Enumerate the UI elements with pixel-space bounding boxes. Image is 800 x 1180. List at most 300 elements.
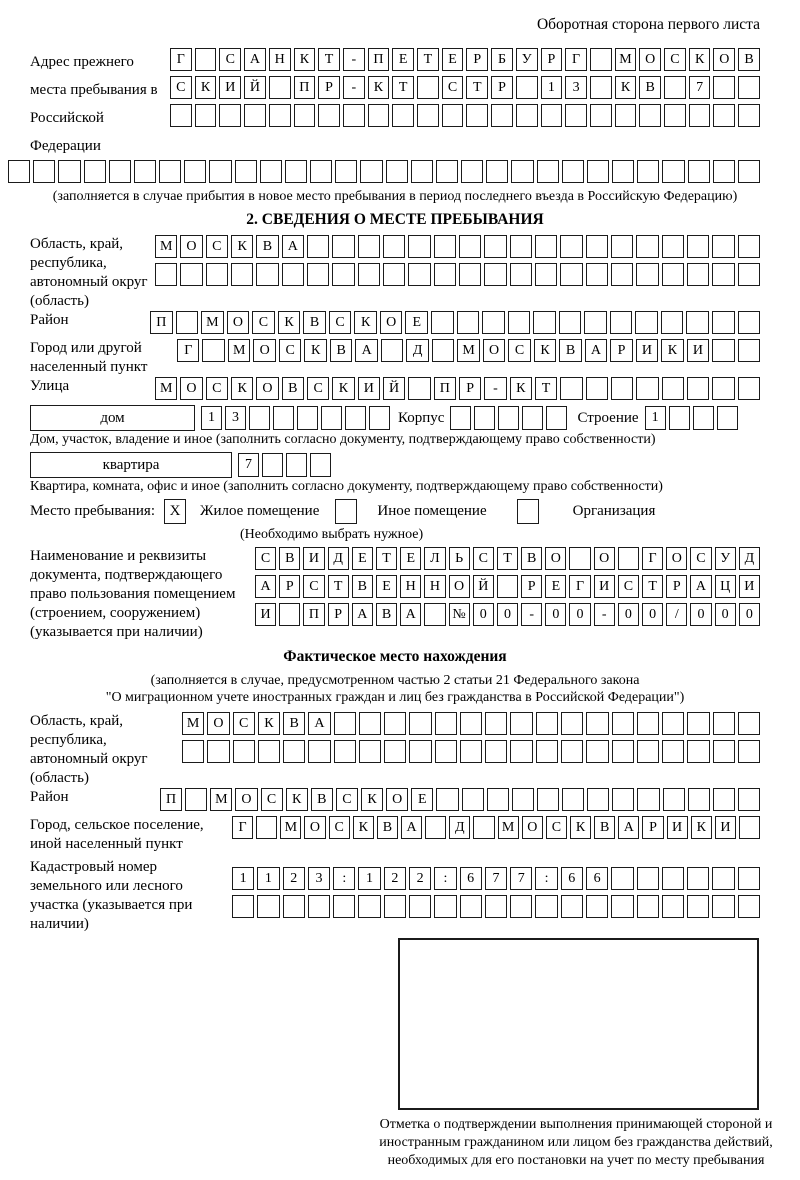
char-box[interactable]: : — [535, 867, 557, 890]
char-box[interactable] — [310, 160, 332, 183]
char-box[interactable] — [383, 263, 405, 286]
char-box[interactable] — [459, 263, 481, 286]
char-box[interactable]: О — [256, 377, 278, 400]
char-box[interactable]: И — [715, 816, 736, 839]
char-box[interactable] — [713, 160, 735, 183]
char-box[interactable]: Р — [491, 76, 513, 99]
char-box[interactable]: М — [498, 816, 519, 839]
char-box[interactable]: А — [308, 712, 330, 735]
char-box[interactable]: С — [279, 339, 301, 362]
char-box[interactable]: Т — [417, 48, 439, 71]
char-box[interactable] — [662, 740, 684, 763]
char-box[interactable] — [332, 263, 354, 286]
char-box[interactable] — [712, 235, 734, 258]
char-box[interactable]: : — [333, 867, 355, 890]
char-box[interactable]: К — [286, 788, 308, 811]
char-box[interactable]: О — [253, 339, 275, 362]
char-box[interactable]: Т — [642, 575, 663, 598]
char-box[interactable] — [560, 235, 582, 258]
char-box[interactable] — [485, 740, 507, 763]
char-box[interactable]: Т — [376, 547, 397, 570]
char-box[interactable]: Н — [424, 575, 445, 598]
char-box[interactable] — [249, 406, 270, 430]
char-box[interactable] — [425, 816, 446, 839]
char-box[interactable]: С — [664, 48, 686, 71]
char-box[interactable] — [590, 48, 612, 71]
char-box[interactable]: О — [380, 311, 403, 334]
char-box[interactable] — [432, 339, 454, 362]
char-box[interactable] — [260, 160, 282, 183]
char-box[interactable] — [182, 740, 204, 763]
char-box[interactable] — [442, 104, 464, 127]
char-box[interactable]: 6 — [561, 867, 583, 890]
char-box[interactable]: К — [353, 816, 374, 839]
char-box[interactable] — [417, 104, 439, 127]
char-box[interactable] — [693, 406, 714, 430]
char-box[interactable]: А — [355, 339, 377, 362]
char-box[interactable] — [663, 788, 685, 811]
char-box[interactable] — [587, 788, 609, 811]
char-box[interactable]: В — [521, 547, 542, 570]
char-box[interactable]: П — [160, 788, 182, 811]
char-box[interactable] — [712, 339, 734, 362]
char-box[interactable] — [546, 406, 567, 430]
char-box[interactable] — [381, 339, 403, 362]
char-box[interactable] — [510, 740, 532, 763]
char-box[interactable] — [318, 104, 340, 127]
char-box[interactable] — [209, 160, 231, 183]
char-box[interactable]: Й — [244, 76, 266, 99]
char-box[interactable] — [561, 895, 583, 918]
char-box[interactable]: Ц — [715, 575, 736, 598]
char-box[interactable]: 6 — [460, 867, 482, 890]
char-box[interactable]: А — [255, 575, 276, 598]
char-box[interactable] — [561, 740, 583, 763]
char-box[interactable]: - — [343, 48, 365, 71]
char-box[interactable]: К — [231, 235, 253, 258]
char-box[interactable]: 3 — [225, 406, 246, 430]
char-box[interactable]: Е — [545, 575, 566, 598]
char-box[interactable]: П — [368, 48, 390, 71]
char-box[interactable] — [687, 235, 709, 258]
char-box[interactable]: 3 — [308, 867, 330, 890]
char-box[interactable] — [713, 788, 735, 811]
char-box[interactable] — [360, 160, 382, 183]
char-box[interactable]: О — [180, 235, 202, 258]
char-box[interactable] — [109, 160, 131, 183]
char-box[interactable] — [712, 895, 734, 918]
char-box[interactable] — [587, 160, 609, 183]
char-box[interactable]: К — [570, 816, 591, 839]
char-box[interactable]: К — [661, 339, 683, 362]
char-box[interactable] — [202, 339, 224, 362]
char-box[interactable]: Е — [400, 547, 421, 570]
char-box[interactable]: В — [352, 575, 373, 598]
char-box[interactable]: В — [559, 339, 581, 362]
char-box[interactable]: И — [739, 575, 760, 598]
char-box[interactable]: В — [256, 235, 278, 258]
char-box[interactable] — [408, 235, 430, 258]
char-box[interactable]: - — [594, 603, 615, 626]
char-box[interactable] — [687, 740, 709, 763]
char-box[interactable]: О — [180, 377, 202, 400]
char-box[interactable] — [308, 740, 330, 763]
char-box[interactable] — [586, 235, 608, 258]
char-box[interactable] — [368, 104, 390, 127]
char-box[interactable] — [155, 263, 177, 286]
char-box[interactable]: П — [150, 311, 173, 334]
char-box[interactable] — [474, 406, 495, 430]
char-box[interactable] — [435, 712, 457, 735]
char-box[interactable]: К — [534, 339, 556, 362]
char-box[interactable]: В — [303, 311, 326, 334]
char-box[interactable] — [256, 263, 278, 286]
char-box[interactable] — [334, 712, 356, 735]
char-box[interactable] — [184, 160, 206, 183]
char-box[interactable]: 1 — [257, 867, 279, 890]
char-box[interactable] — [485, 895, 507, 918]
char-box[interactable] — [369, 406, 390, 430]
char-box[interactable] — [358, 263, 380, 286]
char-box[interactable] — [537, 160, 559, 183]
char-box[interactable]: Е — [405, 311, 428, 334]
char-box[interactable]: У — [715, 547, 736, 570]
char-box[interactable] — [286, 453, 307, 477]
char-box[interactable]: С — [261, 788, 283, 811]
char-box[interactable]: П — [434, 377, 456, 400]
char-box[interactable]: О — [522, 816, 543, 839]
char-box[interactable] — [636, 377, 658, 400]
char-box[interactable] — [383, 235, 405, 258]
char-box[interactable]: Г — [177, 339, 199, 362]
char-box[interactable]: : — [434, 867, 456, 890]
char-box[interactable]: М — [280, 816, 301, 839]
char-box[interactable] — [207, 740, 229, 763]
char-box[interactable] — [738, 235, 760, 258]
char-box[interactable]: Т — [318, 48, 340, 71]
char-box[interactable]: М — [457, 339, 479, 362]
char-box[interactable] — [459, 235, 481, 258]
char-box[interactable]: 1 — [358, 867, 380, 890]
char-box[interactable] — [386, 160, 408, 183]
char-box[interactable]: - — [484, 377, 506, 400]
char-box[interactable] — [279, 603, 300, 626]
char-box[interactable]: М — [155, 377, 177, 400]
char-box[interactable]: Р — [610, 339, 632, 362]
char-box[interactable]: О — [227, 311, 250, 334]
char-box[interactable] — [333, 895, 355, 918]
char-box[interactable] — [664, 76, 686, 99]
char-box[interactable]: А — [244, 48, 266, 71]
char-box[interactable] — [662, 895, 684, 918]
char-box[interactable]: К — [361, 788, 383, 811]
char-box[interactable] — [424, 603, 445, 626]
char-box[interactable]: О — [386, 788, 408, 811]
char-box[interactable] — [688, 160, 710, 183]
char-box[interactable]: Д — [406, 339, 428, 362]
char-box[interactable] — [257, 895, 279, 918]
char-box[interactable] — [434, 895, 456, 918]
char-box[interactable] — [612, 712, 634, 735]
char-box[interactable] — [611, 377, 633, 400]
char-box[interactable] — [610, 311, 633, 334]
char-box[interactable] — [332, 235, 354, 258]
char-box[interactable] — [358, 235, 380, 258]
char-box[interactable] — [662, 263, 684, 286]
char-box[interactable] — [359, 740, 381, 763]
char-box[interactable] — [335, 160, 357, 183]
char-box[interactable] — [482, 311, 505, 334]
char-box[interactable] — [560, 263, 582, 286]
char-box[interactable] — [537, 788, 559, 811]
char-box[interactable] — [687, 867, 709, 890]
char-box[interactable]: М — [210, 788, 232, 811]
char-box[interactable]: Т — [328, 575, 349, 598]
char-box[interactable] — [541, 104, 563, 127]
char-box[interactable]: - — [343, 76, 365, 99]
char-box[interactable] — [392, 104, 414, 127]
char-box[interactable] — [510, 712, 532, 735]
char-box[interactable] — [662, 867, 684, 890]
char-box[interactable] — [738, 788, 760, 811]
char-box[interactable] — [586, 263, 608, 286]
char-box[interactable] — [661, 311, 684, 334]
char-box[interactable] — [712, 377, 734, 400]
char-box[interactable] — [233, 740, 255, 763]
char-box[interactable] — [536, 712, 558, 735]
char-box[interactable] — [436, 788, 458, 811]
char-box[interactable]: 3 — [565, 76, 587, 99]
char-box[interactable] — [562, 160, 584, 183]
char-box[interactable] — [662, 377, 684, 400]
char-box[interactable] — [738, 311, 761, 334]
char-box[interactable] — [687, 712, 709, 735]
char-box[interactable]: Р — [279, 575, 300, 598]
char-box[interactable] — [510, 235, 532, 258]
char-box[interactable]: С — [508, 339, 530, 362]
char-box[interactable] — [460, 712, 482, 735]
char-box[interactable] — [307, 263, 329, 286]
char-box[interactable]: Л — [424, 547, 445, 570]
char-box[interactable]: В — [283, 712, 305, 735]
char-box[interactable]: Е — [392, 48, 414, 71]
char-box[interactable]: И — [219, 76, 241, 99]
char-box[interactable] — [688, 788, 710, 811]
char-box[interactable] — [611, 263, 633, 286]
char-box[interactable]: А — [618, 816, 639, 839]
char-box[interactable]: Р — [459, 377, 481, 400]
char-box[interactable] — [294, 104, 316, 127]
char-box[interactable] — [512, 788, 534, 811]
char-box[interactable] — [176, 311, 199, 334]
char-box[interactable]: С — [329, 311, 352, 334]
char-box[interactable] — [584, 311, 607, 334]
char-box[interactable] — [738, 740, 760, 763]
char-box[interactable] — [535, 263, 557, 286]
char-box[interactable] — [586, 740, 608, 763]
char-box[interactable] — [637, 712, 659, 735]
char-box[interactable] — [244, 104, 266, 127]
char-box[interactable]: И — [303, 547, 324, 570]
char-box[interactable] — [559, 311, 582, 334]
char-box[interactable] — [384, 895, 406, 918]
char-box[interactable]: 1 — [232, 867, 254, 890]
char-box[interactable] — [33, 160, 55, 183]
char-box[interactable]: С — [170, 76, 192, 99]
char-box[interactable]: Г — [565, 48, 587, 71]
char-box[interactable] — [411, 160, 433, 183]
organization-checkbox[interactable] — [517, 499, 539, 524]
char-box[interactable] — [321, 406, 342, 430]
char-box[interactable] — [510, 895, 532, 918]
char-box[interactable] — [232, 895, 254, 918]
char-box[interactable] — [409, 712, 431, 735]
char-box[interactable] — [738, 263, 760, 286]
char-box[interactable] — [58, 160, 80, 183]
char-box[interactable]: 0 — [497, 603, 518, 626]
char-box[interactable]: С — [307, 377, 329, 400]
char-box[interactable]: К — [510, 377, 532, 400]
char-box[interactable] — [516, 104, 538, 127]
char-box[interactable]: И — [667, 816, 688, 839]
char-box[interactable] — [712, 867, 734, 890]
char-box[interactable]: Р — [541, 48, 563, 71]
char-box[interactable]: Т — [497, 547, 518, 570]
char-box[interactable] — [417, 76, 439, 99]
char-box[interactable] — [612, 740, 634, 763]
char-box[interactable]: Д — [328, 547, 349, 570]
char-box[interactable]: И — [636, 339, 658, 362]
char-box[interactable]: С — [252, 311, 275, 334]
char-box[interactable]: 0 — [569, 603, 590, 626]
char-box[interactable]: 0 — [739, 603, 760, 626]
char-box[interactable]: Н — [269, 48, 291, 71]
char-box[interactable] — [713, 104, 735, 127]
char-box[interactable] — [637, 160, 659, 183]
char-box[interactable] — [466, 104, 488, 127]
char-box[interactable] — [195, 104, 217, 127]
char-box[interactable] — [206, 263, 228, 286]
char-box[interactable] — [561, 712, 583, 735]
char-box[interactable] — [343, 104, 365, 127]
char-box[interactable] — [358, 895, 380, 918]
char-box[interactable] — [195, 48, 217, 71]
char-box[interactable]: № — [449, 603, 470, 626]
char-box[interactable]: Т — [466, 76, 488, 99]
char-box[interactable]: А — [401, 816, 422, 839]
char-box[interactable] — [345, 406, 366, 430]
char-box[interactable]: О — [483, 339, 505, 362]
char-box[interactable] — [408, 263, 430, 286]
residential-checkbox[interactable]: X — [164, 499, 186, 524]
char-box[interactable] — [612, 788, 634, 811]
char-box[interactable] — [308, 895, 330, 918]
char-box[interactable] — [516, 76, 538, 99]
char-box[interactable]: 7 — [510, 867, 532, 890]
char-box[interactable]: О — [449, 575, 470, 598]
char-box[interactable]: Б — [491, 48, 513, 71]
char-box[interactable] — [639, 104, 661, 127]
char-box[interactable] — [522, 406, 543, 430]
char-box[interactable]: Р — [328, 603, 349, 626]
char-box[interactable]: И — [687, 339, 709, 362]
char-box[interactable]: 0 — [690, 603, 711, 626]
char-box[interactable]: К — [689, 48, 711, 71]
char-box[interactable]: 0 — [545, 603, 566, 626]
char-box[interactable]: К — [195, 76, 217, 99]
char-box[interactable]: 1 — [645, 406, 666, 430]
char-box[interactable] — [738, 895, 760, 918]
char-box[interactable] — [713, 740, 735, 763]
char-box[interactable]: В — [377, 816, 398, 839]
char-box[interactable] — [334, 740, 356, 763]
char-box[interactable] — [219, 104, 241, 127]
char-box[interactable]: В — [376, 603, 397, 626]
char-box[interactable]: Т — [392, 76, 414, 99]
char-box[interactable] — [484, 263, 506, 286]
char-box[interactable] — [662, 235, 684, 258]
char-box[interactable] — [689, 104, 711, 127]
char-box[interactable]: 0 — [715, 603, 736, 626]
char-box[interactable] — [434, 235, 456, 258]
char-box[interactable] — [297, 406, 318, 430]
char-box[interactable] — [487, 788, 509, 811]
char-box[interactable]: Г — [232, 816, 253, 839]
char-box[interactable] — [739, 816, 760, 839]
char-box[interactable] — [669, 406, 690, 430]
char-box[interactable] — [283, 740, 305, 763]
char-box[interactable]: К — [615, 76, 637, 99]
char-box[interactable] — [473, 816, 494, 839]
other-premises-checkbox[interactable] — [335, 499, 357, 524]
char-box[interactable] — [687, 263, 709, 286]
char-box[interactable] — [637, 788, 659, 811]
char-box[interactable]: Р — [666, 575, 687, 598]
char-box[interactable] — [384, 740, 406, 763]
char-box[interactable] — [636, 263, 658, 286]
char-box[interactable]: 7 — [238, 453, 259, 477]
char-box[interactable] — [686, 311, 709, 334]
char-box[interactable] — [687, 895, 709, 918]
char-box[interactable]: О — [666, 547, 687, 570]
char-box[interactable]: 7 — [689, 76, 711, 99]
char-box[interactable]: М — [615, 48, 637, 71]
char-box[interactable] — [484, 235, 506, 258]
char-box[interactable]: Г — [569, 575, 590, 598]
char-box[interactable]: О — [713, 48, 735, 71]
char-box[interactable]: 2 — [409, 867, 431, 890]
char-box[interactable]: С — [206, 377, 228, 400]
char-box[interactable]: Е — [442, 48, 464, 71]
char-box[interactable] — [611, 235, 633, 258]
char-box[interactable]: К — [294, 48, 316, 71]
char-box[interactable] — [310, 453, 331, 477]
char-box[interactable]: С — [473, 547, 494, 570]
char-box[interactable] — [611, 867, 633, 890]
char-box[interactable]: О — [207, 712, 229, 735]
char-box[interactable]: К — [231, 377, 253, 400]
char-box[interactable]: Д — [739, 547, 760, 570]
char-box[interactable] — [738, 104, 760, 127]
char-box[interactable]: С — [206, 235, 228, 258]
char-box[interactable] — [431, 311, 454, 334]
char-box[interactable]: К — [304, 339, 326, 362]
char-box[interactable] — [590, 76, 612, 99]
char-box[interactable] — [486, 160, 508, 183]
char-box[interactable]: 7 — [485, 867, 507, 890]
char-box[interactable] — [269, 104, 291, 127]
char-box[interactable] — [134, 160, 156, 183]
